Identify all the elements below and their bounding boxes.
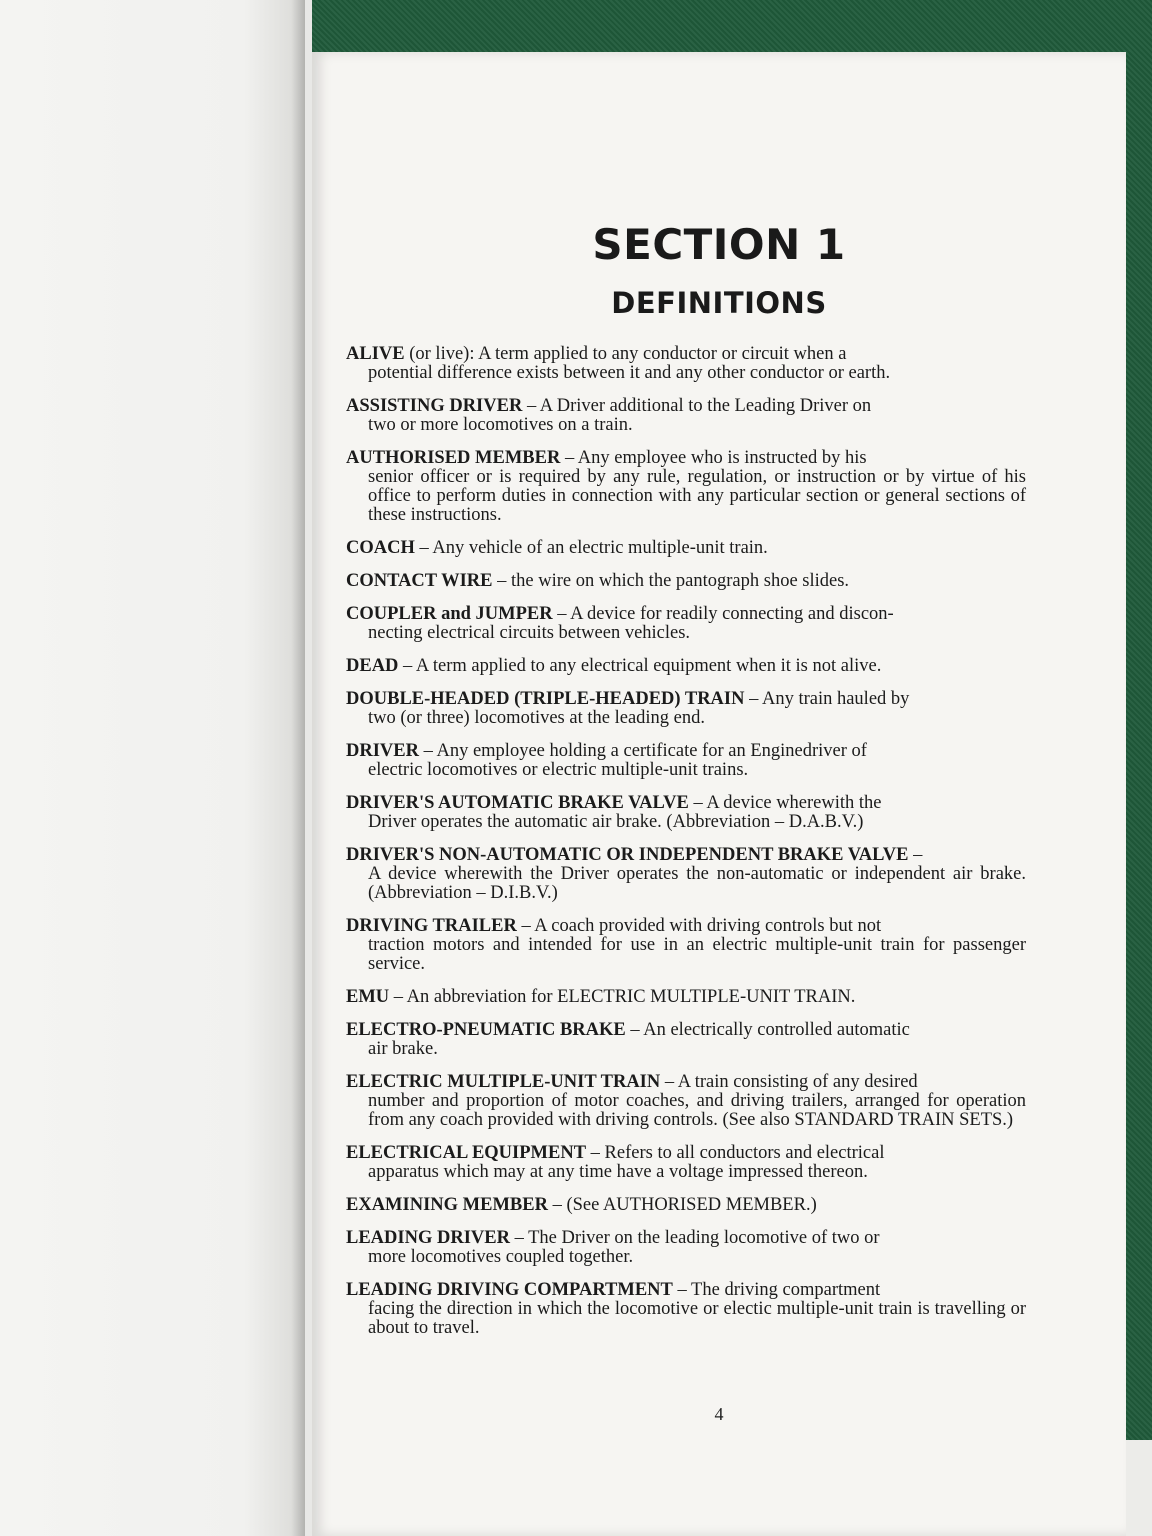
definition-text: – Refers to all conductors and electrical — [590, 1143, 885, 1163]
definition-term: DOUBLE-HEADED (TRIPLE-HEADED) TRAIN — [346, 689, 745, 709]
definition-text: – An abbreviation for ELECTRIC MULTIPLE-UNIT TRAIN. — [393, 987, 856, 1007]
definition-text: – An electrically controlled automatic — [630, 1020, 910, 1040]
definition-entry — [346, 988, 1026, 1007]
definition-term: ASSISTING DRIVER — [346, 396, 523, 416]
definition-text: – — [913, 845, 923, 865]
left-facing-page — [0, 0, 305, 1536]
definition-term: DRIVER'S AUTOMATIC BRAKE VALVE — [346, 793, 689, 813]
definition-continuation: traction motors and intended for use in an electric multiple-unit train for passenger service. — [368, 935, 1026, 974]
definition-continuation: A device wherewith the Driver operates the non-automatic or independent air brake. (Abbreviation – D.I.B.V.) — [368, 864, 1026, 903]
definition-entry — [346, 657, 1026, 676]
definition-continuation: two (or three) locomotives at the leading end. — [368, 708, 706, 728]
definition-entry — [346, 345, 1026, 383]
definition-term: ELECTRICAL EQUIPMENT — [346, 1143, 587, 1163]
definition-entry — [346, 1021, 1026, 1059]
definition-text: – The driving compartment — [677, 1280, 881, 1300]
page-gutter-shadow — [291, 0, 305, 1536]
definition-term: ELECTRIC MULTIPLE-UNIT TRAIN — [346, 1072, 661, 1092]
definition-continuation: necting electrical circuits between vehicles. — [368, 623, 691, 643]
definition-entry — [346, 572, 1026, 591]
definition-text: – A train consisting of any desired — [664, 1072, 918, 1092]
definition-entry — [346, 397, 1026, 435]
definition-entry — [346, 1196, 1026, 1215]
definition-entry — [346, 1144, 1026, 1182]
definition-entry — [346, 690, 1026, 728]
definition-term: DRIVING TRAILER — [346, 916, 517, 936]
definition-entry — [346, 539, 1026, 558]
definition-continuation: more locomotives coupled together. — [368, 1247, 634, 1267]
definition-term: DRIVER — [346, 741, 419, 761]
definition-term: DEAD — [346, 656, 399, 676]
definition-text: – Any train hauled by — [749, 689, 910, 709]
definition-text: – A term applied to any electrical equipment when it is not alive. — [403, 656, 882, 676]
definition-continuation: senior officer or is required by any rule, regulation, or instruction or by virtue of his office to perform duties in connection with any particular section or general sections of these instructions. — [368, 467, 1026, 525]
definition-entry — [346, 1229, 1026, 1267]
definition-text: (or live): A term applied to any conductor or circuit when a — [409, 344, 847, 364]
definition-term: COACH — [346, 538, 415, 558]
definition-continuation: Driver operates the automatic air brake. (Abbreviation – D.A.B.V.) — [368, 812, 864, 832]
definition-continuation: electric locomotives or electric multiple-unit trains. — [368, 760, 749, 780]
definition-continuation: facing the direction in which the locomotive or electic multiple-unit train is travelling or about to travel. — [368, 1299, 1026, 1338]
definition-text: – (See AUTHORISED MEMBER.) — [552, 1195, 817, 1215]
definition-entry — [346, 1281, 1026, 1338]
definition-text: – A device for readily connecting and discon- — [557, 604, 894, 624]
definition-term: LEADING DRIVING COMPARTMENT — [346, 1280, 673, 1300]
definition-entry — [346, 449, 1026, 525]
definition-continuation: apparatus which may at any time have a voltage impressed thereon. — [368, 1162, 868, 1182]
definition-term: DRIVER'S NON-AUTOMATIC OR INDEPENDENT BRAKE VALVE — [346, 845, 909, 865]
definition-entry — [346, 605, 1026, 643]
definition-continuation: two or more locomotives on a train. — [368, 415, 633, 435]
definition-term: AUTHORISED MEMBER — [346, 448, 561, 468]
definition-term: EMU — [346, 987, 390, 1007]
definition-entry — [346, 742, 1026, 780]
definition-text: – Any vehicle of an electric multiple-unit train. — [419, 538, 768, 558]
definition-entry — [346, 1073, 1026, 1130]
definition-text: – A Driver additional to the Leading Driver on — [526, 396, 872, 416]
definitions-heading: DEFINITIONS — [611, 286, 827, 320]
definition-term: CONTACT WIRE — [346, 571, 493, 591]
definition-text: – The Driver on the leading locomotive of two or — [514, 1228, 880, 1248]
definition-entry — [346, 794, 1026, 832]
definition-continuation: air brake. — [368, 1039, 438, 1059]
definitions-list — [346, 345, 1026, 1352]
definition-entry — [346, 846, 1026, 903]
cover-corner — [1125, 1440, 1152, 1536]
page-number: 4 — [714, 1404, 724, 1424]
definition-text: – A coach provided with driving controls but not — [521, 916, 882, 936]
definition-text: – the wire on which the pantograph shoe slides. — [497, 571, 850, 591]
definition-term: LEADING DRIVER — [346, 1228, 510, 1248]
definition-text: – Any employee holding a certificate for an Enginedriver of — [423, 741, 867, 761]
definition-entry — [346, 917, 1026, 974]
definition-term: ELECTRO-PNEUMATIC BRAKE — [346, 1020, 626, 1040]
definition-text: – Any employee who is instructed by his — [564, 448, 867, 468]
definition-term: COUPLER and JUMPER — [346, 604, 553, 624]
section-title: SECTION 1 — [592, 220, 846, 269]
definition-continuation: potential difference exists between it and any other conductor or earth. — [368, 363, 891, 383]
definition-text: – A device wherewith the — [693, 793, 882, 813]
definition-term: EXAMINING MEMBER — [346, 1195, 548, 1215]
definition-term: ALIVE — [346, 344, 405, 364]
definition-continuation: number and proportion of motor coaches, and driving trailers, arranged for operation from any coach provided with driving controls. (See also STANDARD TRAIN SETS.) — [368, 1091, 1026, 1130]
